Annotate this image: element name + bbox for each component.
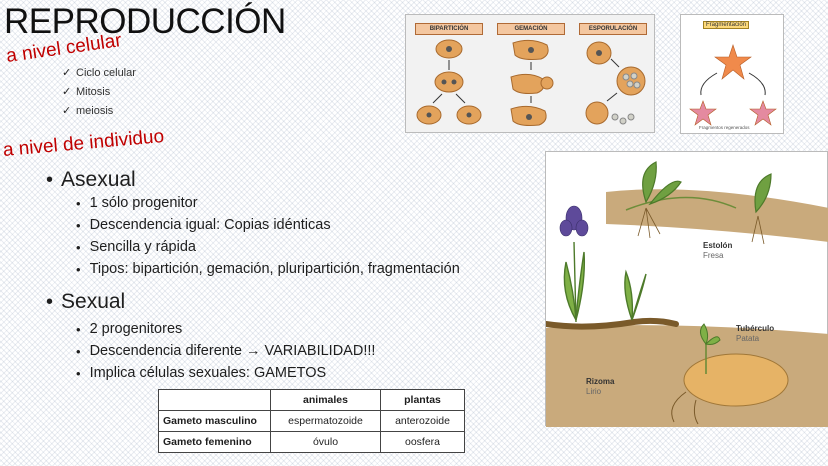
list-item: ✓ Mitosis xyxy=(62,85,111,98)
gemacion-column xyxy=(491,23,571,128)
table-cell: anterozoide xyxy=(381,411,465,432)
bullet-icon: • xyxy=(76,321,81,337)
list-item: • Sencilla y rápida xyxy=(76,239,196,255)
bullet-asexual: • Asexual xyxy=(46,168,136,191)
bullet-icon: • xyxy=(76,239,81,255)
check-icon: ✓ xyxy=(62,105,72,117)
bullet-icon: • xyxy=(46,168,54,191)
bullet-sexual: • Sexual xyxy=(46,290,126,313)
bullet-icon: • xyxy=(76,195,81,211)
list-item: • Descendencia igual: Copias idénticas xyxy=(76,217,331,233)
table-cell: espermatozoide xyxy=(271,411,381,432)
fragmentacion-label: Fragmentación xyxy=(703,21,749,29)
list-item: • 1 sólo progenitor xyxy=(76,195,198,211)
fragmentacion-caption: Fragmentos regenerados xyxy=(699,125,750,130)
table-header-plantas: plantas xyxy=(381,390,465,411)
table-header-empty xyxy=(159,390,271,411)
tuberculo-label: Tubérculo Patata xyxy=(736,324,775,343)
sexual-points xyxy=(76,318,375,384)
biparticion-illustration xyxy=(409,37,489,129)
bullet-icon: • xyxy=(76,261,81,277)
starfish-fragmentation-figure xyxy=(680,14,784,134)
estolon-label: Estolón Fresa xyxy=(703,241,733,260)
page-title: REPRODUCCIÓN xyxy=(4,2,286,41)
celular-checklist xyxy=(62,63,136,120)
check-icon: ✓ xyxy=(62,86,72,98)
bullet-icon: • xyxy=(46,290,54,313)
esporulacion-column xyxy=(573,23,653,128)
esporulacion-label: ESPORULACIÓN xyxy=(579,23,647,35)
heading-nivel-celular: a nivel celular xyxy=(4,30,123,68)
esporulacion-illustration xyxy=(573,37,653,129)
bullet-icon: • xyxy=(76,343,81,359)
table-cell: óvulo xyxy=(271,432,381,453)
bullet-icon: • xyxy=(76,217,81,233)
table-row xyxy=(159,411,465,432)
table-header-row xyxy=(159,390,465,411)
biparticion-column xyxy=(409,23,489,128)
table-header-animales: animales xyxy=(271,390,381,411)
asexual-points xyxy=(76,192,460,280)
rizoma-label: Rizoma Lirio xyxy=(586,377,615,396)
check-icon: ✓ xyxy=(62,67,72,79)
list-item: ✓ Ciclo celular xyxy=(62,66,136,79)
gametos-table xyxy=(158,389,465,453)
biparticion-label: BIPARTICIÓN xyxy=(415,23,483,35)
heading-nivel-individuo: a nivel de individuo xyxy=(2,125,165,162)
plant-reproduction-figure xyxy=(545,151,828,426)
list-item: • Descendencia diferente → VARIABILIDAD!!! xyxy=(76,343,376,359)
bullet-icon: • xyxy=(76,365,81,381)
list-item: • 2 progenitores xyxy=(76,321,183,337)
gemacion-label: GEMACIÓN xyxy=(497,23,565,35)
cell-reproduction-figure xyxy=(405,14,655,133)
table-cell: oosfera xyxy=(381,432,465,453)
list-item: • Tipos: bipartición, gemación, pluripartición, fragmentación xyxy=(76,261,460,277)
gemacion-illustration xyxy=(491,37,571,129)
list-item: • Implica células sexuales: GAMETOS xyxy=(76,365,327,381)
table-row-label: Gameto masculino xyxy=(159,411,271,432)
table-row xyxy=(159,432,465,453)
starfish-illustration xyxy=(681,27,785,137)
list-item: ✓ meiosis xyxy=(62,104,114,117)
table-row-label: Gameto femenino xyxy=(159,432,271,453)
